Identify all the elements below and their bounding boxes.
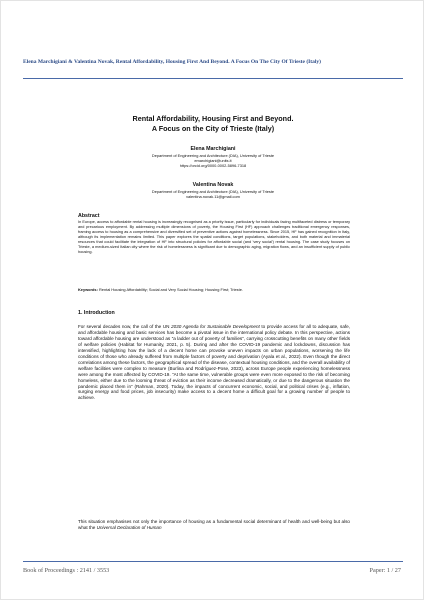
intro-paragraph-1 xyxy=(78,324,350,401)
section-heading-introduction: 1. Introduction xyxy=(78,310,115,316)
author-block-2 xyxy=(61,182,365,199)
keywords xyxy=(78,287,350,292)
keywords-label: Keywords: xyxy=(78,287,98,292)
keywords-text: Rental Housing Affordability; Social and Very Social Housing; Housing First; Trieste. xyxy=(98,287,243,292)
author-affiliation: Department of Engineering and Architecture (DIA), University of Trieste xyxy=(151,189,275,194)
intro-paragraph-2 xyxy=(78,519,350,531)
footer-page-number: Paper: 1 / 27 xyxy=(369,567,401,574)
title-line-2: A Focus on the City of Trieste (Italy) xyxy=(151,123,275,133)
text-run: to provide access for all to adequate, safe, and affordable housing and basic services has become a pivotal issue in the international policy debate. In this perspective, actions toward affordable housing are understood as “a ladder out of poverty of families”, carrying crosscutting benefits on many other fields of welfare policies (Habitat for Humanity, 2021, p. 5). During and after the COVID-19 pandemic and lockdowns, discussion has intensified, highlighting how the lack of a decent home can provoke uneven impacts on urban populations, worsening the life conditions of those who already suffered from multiple factors of poverty and deprivation (Ayala et al., 2022). Even though the direct correlations among these factors, the geographical spread of the disease, contextual housing conditions, and the overall availability of welfare facilities were complex to measure (Burlina and Rodríguez-Pose, 2023), across Europe people experiencing homelessness were among the most affected by COVID-19. “At the same time, vulnerable groups were even more exposed to the risk of becoming homeless, either due to the looming threat of eviction as their income decreased dramatically, or due to the dangerous situation the pandemic placed them in” (Rahman, 2020). Today, the impacts of concurrent economic, social, and political crises (e.g., inflation, surging energy and food prices, job insecurity) make access to a decent home a difficult goal for a growing number of people to achieve. xyxy=(78,324,350,401)
text-run: For several decades now, the call of the UN xyxy=(78,324,172,329)
title-line-1: Rental Affordability, Housing First and Beyond. xyxy=(132,114,294,123)
text-run: This situation emphasises not only the importance of housing as a fundamental social determinant of health and well-being but also what the xyxy=(78,519,350,530)
footer-proceedings: Book of Proceedings : 2141 / 3553 xyxy=(23,567,110,574)
author-email: valentina.novak.11@gmail.com xyxy=(186,194,240,200)
italic-text-run: 2030 Agenda for Sustainable Development xyxy=(171,324,260,329)
author-name: Valentina Novak xyxy=(192,182,234,188)
footer-rule xyxy=(23,561,403,562)
abstract-text: In Europe, access to affordable rental housing is increasingly recognised as a priority issue, particularly for individuals facing multifaceted distress or temporary and precarious employment. By addressing multiple dimensions of poverty, the Housing First (HF) approach challenges traditional emergency responses, framing access to housing as a comprehensive and diversified set of preventive actions against homelessness. Since 2015, HF has gained recognition in Italy, although its implementation remains limited. This paper explores the spatial conditions, target populations, stakeholders, and both material and immaterial resources that could facilitate the integration of HF into structural policies for affordable social (and 'very social') rental housing. The case study focuses on Trieste, a medium-sized Italian city where the risk of homelessness is significant due to demographic aging, migration flows, and an insufficient supply of public housing. xyxy=(78,220,350,255)
author-email: emarchigiani@units.it xyxy=(194,158,232,164)
author-block-1 xyxy=(61,146,365,169)
author-affiliation: Department of Engineering and Architecture (DIA), University of Trieste xyxy=(151,153,275,158)
author-orcid: https://orcid.org/0000-0002-5896-7318 xyxy=(179,163,247,169)
paper-title xyxy=(61,114,365,133)
italic-text-run: Universal Declaration of Human xyxy=(96,524,162,530)
abstract-section xyxy=(78,213,350,255)
header-rule xyxy=(23,78,403,79)
running-head: Elena Marchigiani & Valentina Novak, Rental Affordability, Housing First And Beyond. A Focus On The City Of Trieste (Italy) xyxy=(23,59,321,65)
author-name: Elena Marchigiani xyxy=(190,146,236,152)
abstract-heading: Abstract xyxy=(78,213,100,219)
